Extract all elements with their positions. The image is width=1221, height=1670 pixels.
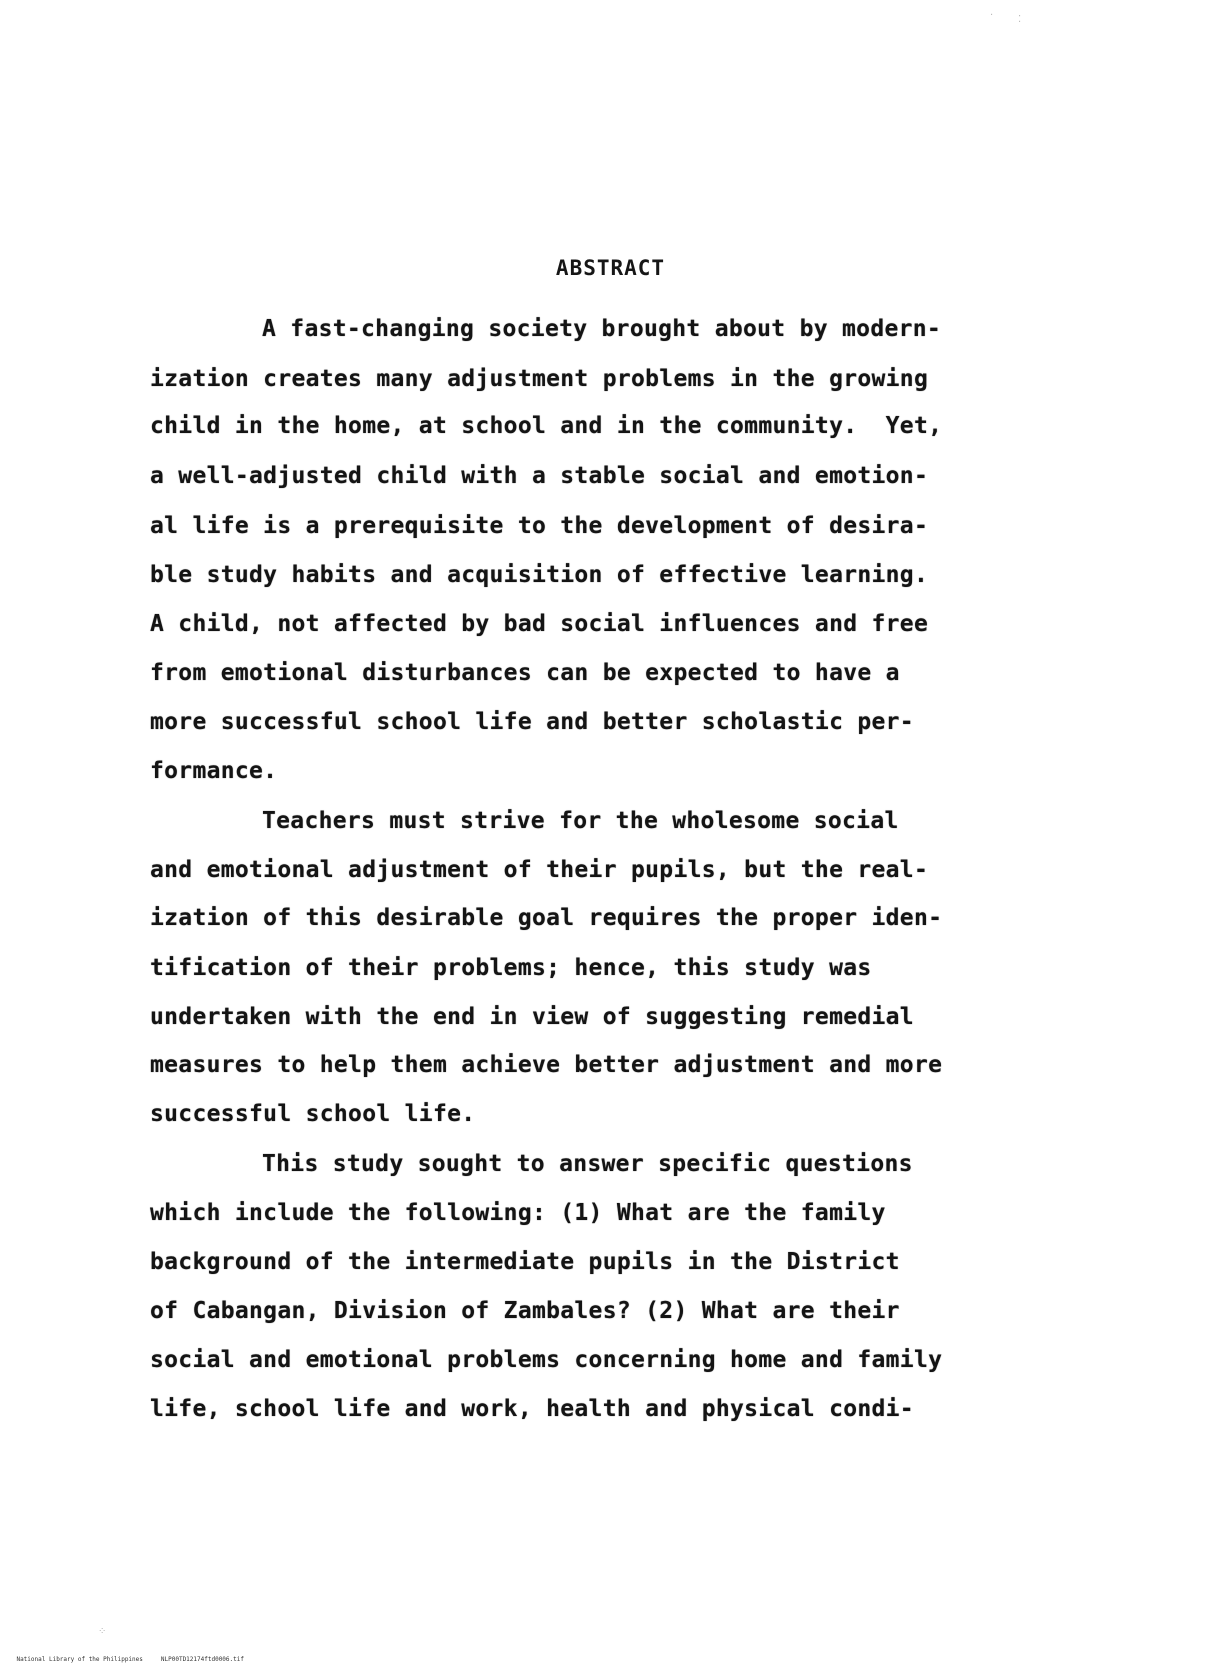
footer-library: National Library of the Philippines <box>16 1656 143 1663</box>
text-line: more successful school life and better scholastic per- <box>150 709 914 735</box>
text-line: successful school life. <box>150 1101 476 1127</box>
text-line: background of the intermediate pupils in the District <box>150 1249 900 1275</box>
footer-filename: NLP00TD12174ftd0006.tif <box>160 1656 244 1663</box>
scan-speck: ⁚ <box>1018 14 1022 25</box>
text-line: formance. <box>150 758 278 784</box>
text-line: ble study habits and acquisition of effective learning. <box>150 562 929 588</box>
text-line: ization of this desirable goal requires the proper iden- <box>150 905 943 931</box>
text-line: ization creates many adjustment problems in the growing <box>150 366 929 392</box>
text-line: which include the following: (1) What are the family <box>150 1200 886 1226</box>
text-line: and emotional adjustment of their pupils, but the real- <box>150 857 929 883</box>
text-line: measures to help them achieve better adjustment and more <box>150 1052 943 1078</box>
text-line: Teachers must strive for the wholesome social <box>262 808 899 834</box>
text-line: child in the home, at school and in the community. Yet, <box>150 413 943 439</box>
scan-speck: ⁘ <box>98 1626 107 1637</box>
text-line: al life is a prerequisite to the development of desira- <box>150 513 929 539</box>
abstract-title: ABSTRACT <box>555 256 666 280</box>
text-line: social and emotional problems concerning home and family <box>150 1347 943 1373</box>
text-line: A child, not affected by bad social influences and free <box>150 611 929 637</box>
text-line: a well-adjusted child with a stable social and emotion- <box>150 463 929 489</box>
text-line: life, school life and work, health and physical condi- <box>150 1396 914 1422</box>
text-line: tification of their problems; hence, this study was <box>150 955 872 981</box>
scan-footer <box>2 1649 244 1670</box>
text-line: from emotional disturbances can be expected to have a <box>150 660 900 686</box>
scan-speck: · <box>990 10 994 21</box>
text-line: undertaken with the end in view of suggesting remedial <box>150 1004 914 1030</box>
text-line: This study sought to answer specific questions <box>262 1151 913 1177</box>
text-line: of Cabangan, Division of Zambales? (2) What are their <box>150 1298 900 1324</box>
text-line: A fast-changing society brought about by modern- <box>262 316 942 342</box>
